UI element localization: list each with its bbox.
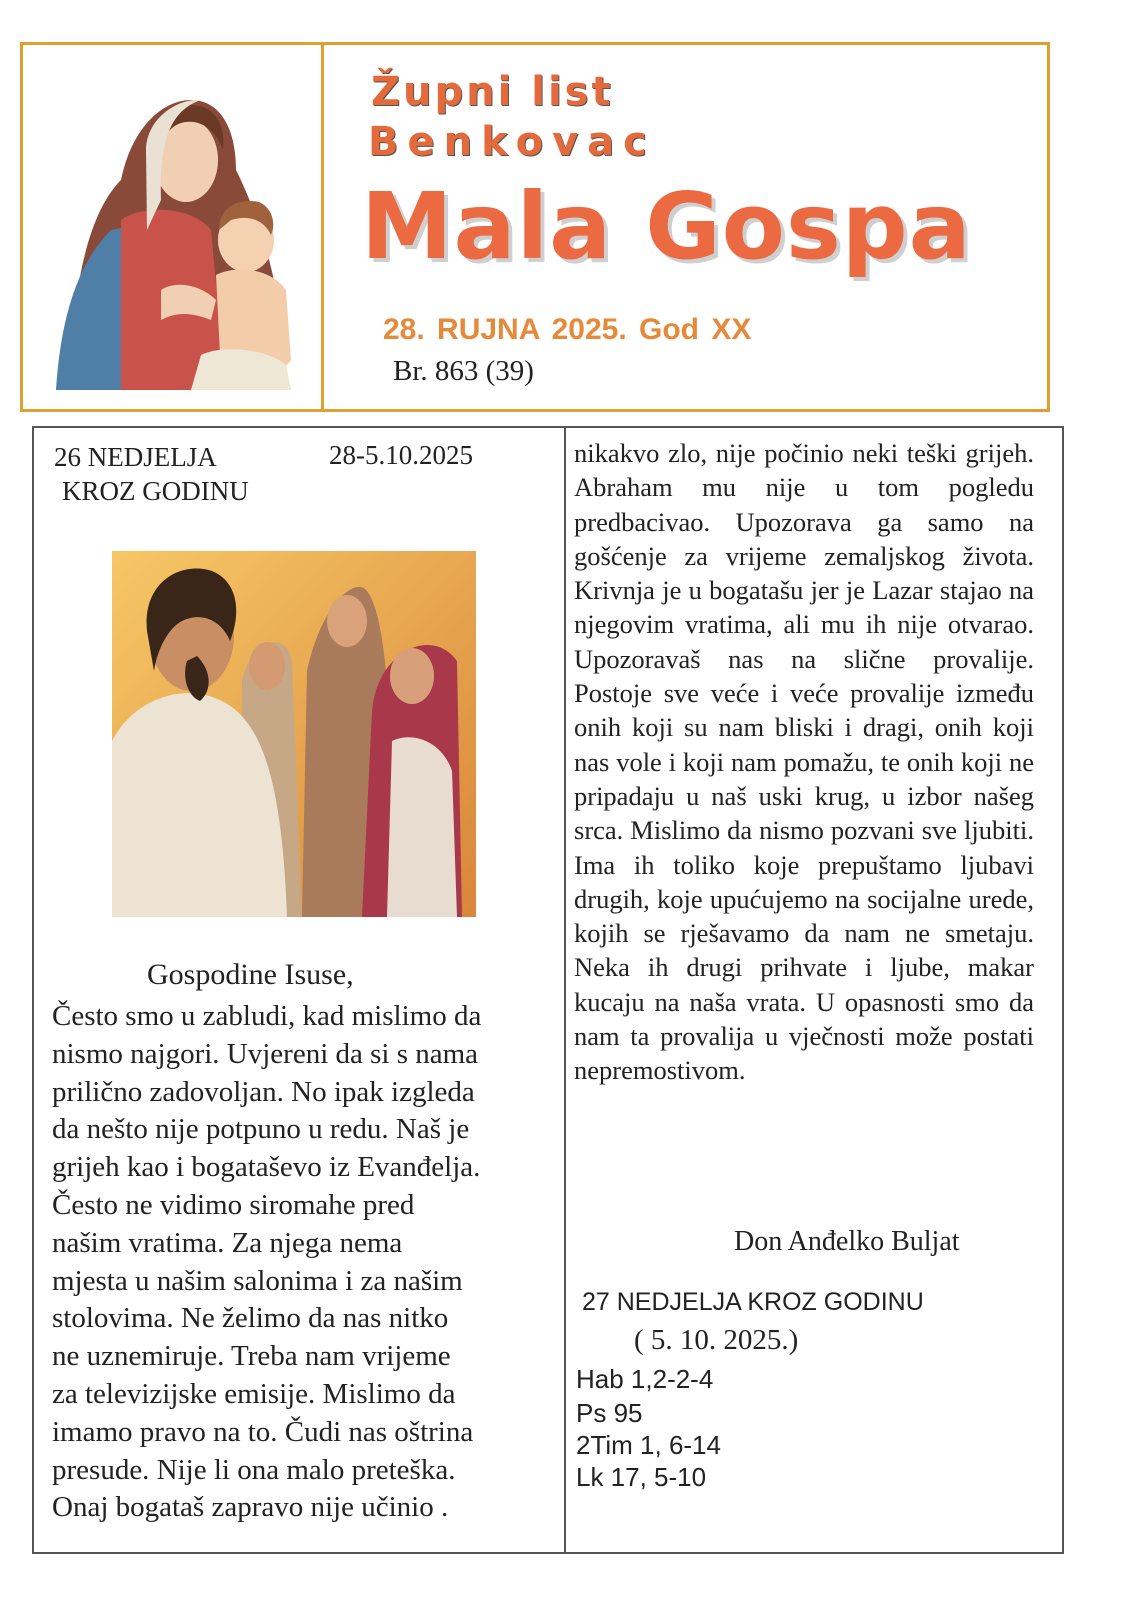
author-signature: Don Anđelko Buljat (734, 1226, 960, 1257)
article-body (32, 426, 1064, 1554)
reading-2: Ps 95 (576, 1398, 643, 1428)
prayer-heading: Gospodine Isuse, (147, 958, 354, 991)
sunday-label (54, 440, 249, 508)
gospel-scene-image (112, 551, 476, 917)
masthead-line-1: Župni list (371, 69, 614, 115)
next-sunday-title: 27 NEDJELJA KROZ GODINU (582, 1288, 924, 1316)
masthead-divider (321, 45, 324, 409)
masthead-line-2: Benkovac (368, 119, 656, 165)
sunday-label-line-1: 26 NEDJELJA (54, 442, 217, 472)
reading-4: Lk 17, 5-10 (576, 1462, 707, 1492)
newsletter-title: Mala Gospa (361, 173, 972, 280)
column-divider (564, 428, 566, 1552)
prayer-text: Često smo u zabludi, kad mislimo da nismo najgori. Uvjereni da si s nama prilično zadovoljan. No ipak izgleda da nešto nije potpuno u redu. Naš je grijeh kao i bogataševo iz Evanđelja. Često ne vidimo siromahe pred našim vratima. Za njega nema mjesta u našim salonima i za našim stolovima. Ne želimo da nas nitko ne uznemiruje. Treba nam vrijeme za televizijske emisije. Mislimo da imamo pravo na to. Čudi nas oštrina presude. Nije li ona malo preteška. Onaj bogataš zapravo nije učinio . (52, 1000, 482, 1524)
reading-3: 2Tim 1, 6-14 (576, 1430, 721, 1460)
next-sunday-date: ( 5. 10. 2025.) (634, 1324, 799, 1356)
masthead (20, 42, 1050, 412)
continued-article-text: nikakvo zlo, nije počinio neki teški grijeh. Abraham mu nije u tom pogledu predbacivao. Upozorava ga samo na gošćenje za vrijeme zemaljskog života. Krivnja je u bogatašu jer je Lazar stajao na njegovim vratima, ali mu ih nije otvarao. Upozoravaš nas na slične provalije. Postoje sve veće i veće provalije između onih koji su nam bliski i dragi, onih koji nas vole i koji nam pomažu, te onih koji ne pripadaju u naš uski krug, u izbor našeg srca. Mislimo da nismo pozvani sve ljubiti. Ima ih toliko koje prepuštamo ljubavi drugih, koje upućujemo na socijalne urede, kojih se rješavamo da nam ne smetaju. Neka ih drugi prihvate i ljube, makar kucaju na naša vrata. U opasnosti smo da nam ta provalija u vječnosti može postati nepremostivom. (574, 438, 1034, 1086)
sunday-label-line-2: KROZ GODINU (62, 476, 249, 506)
madonna-and-child-image (51, 90, 301, 390)
sunday-dates: 28-5.10.2025 (329, 440, 473, 470)
reading-1: Hab 1,2-2-4 (576, 1364, 714, 1394)
issue-date: 28. RUJNA 2025. God XX (383, 313, 752, 346)
issue-number: Br. 863 (39) (393, 355, 534, 387)
